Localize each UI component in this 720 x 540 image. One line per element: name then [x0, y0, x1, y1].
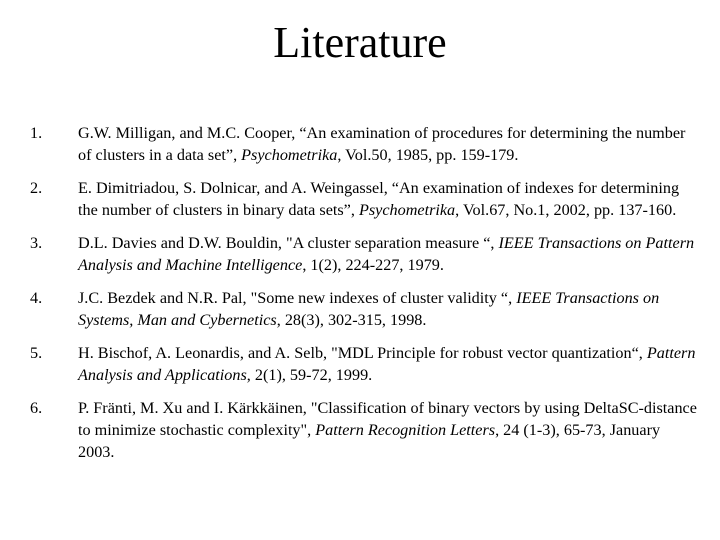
reference-number: 2. — [30, 179, 43, 197]
reference-text — [78, 232, 700, 276]
reference-item — [30, 397, 700, 463]
reference-authors-title: E. Dimitriadou, S. Dolnicar, and A. Weingassel, “An examination of indexes for determining the number of clusters in binary data sets”, — [78, 179, 680, 219]
reference-item — [30, 287, 700, 331]
reference-number: 6. — [30, 399, 43, 417]
reference-authors-title: P. Fränti, M. Xu and I. Kärkkäinen, "Classification of binary vectors by using DeltaSC-distance to minimize stochastic complexity", — [78, 399, 697, 439]
reference-number: 1. — [30, 124, 43, 142]
reference-list — [30, 122, 700, 474]
reference-authors-title: J.C. Bezdek and N.R. Pal, "Some new indexes of cluster validity “, — [78, 289, 517, 307]
reference-number: 3. — [30, 234, 43, 252]
reference-text — [78, 287, 700, 331]
reference-details: , 24 (1-3), 65-73, January 2003. — [78, 421, 661, 461]
reference-authors-title: D.L. Davies and D.W. Bouldin, "A cluster separation measure “, — [78, 234, 499, 252]
reference-item — [30, 122, 700, 166]
reference-number: 5. — [30, 344, 43, 362]
reference-text — [78, 122, 700, 166]
reference-item — [30, 177, 700, 221]
reference-details: , 1(2), 224-227, 1979. — [302, 256, 444, 274]
reference-venue: Psychometrika — [241, 146, 338, 164]
reference-item — [30, 342, 700, 386]
reference-text — [78, 397, 700, 463]
reference-item — [30, 232, 700, 276]
reference-text — [78, 177, 700, 221]
reference-authors-title: H. Bischof, A. Leonardis, and A. Selb, "MDL Principle for robust vector quantization“, — [78, 344, 647, 362]
reference-venue: IEEE Transactions on Pattern Analysis and Machine Intelligence — [78, 234, 695, 274]
reference-venue: IEEE Transactions on Systems, Man and Cybernetics — [78, 289, 660, 329]
reference-details: , Vol.50, 1985, pp. 159-179. — [337, 146, 519, 164]
reference-number: 4. — [30, 289, 43, 307]
reference-venue: Pattern Recognition Letters — [315, 421, 496, 439]
reference-venue: Pattern Analysis and Applications — [78, 344, 696, 384]
page-title: Literature — [273, 18, 447, 67]
reference-text — [78, 342, 700, 386]
reference-details: , Vol.67, No.1, 2002, pp. 137-160. — [455, 201, 677, 219]
reference-authors-title: G.W. Milligan, and M.C. Cooper, “An examination of procedures for determining the number of clusters in a data set”, — [78, 124, 686, 164]
reference-venue: Psychometrika — [358, 201, 456, 219]
reference-details: , 28(3), 302-315, 1998. — [276, 311, 427, 329]
reference-details: , 2(1), 59-72, 1999. — [246, 366, 373, 384]
